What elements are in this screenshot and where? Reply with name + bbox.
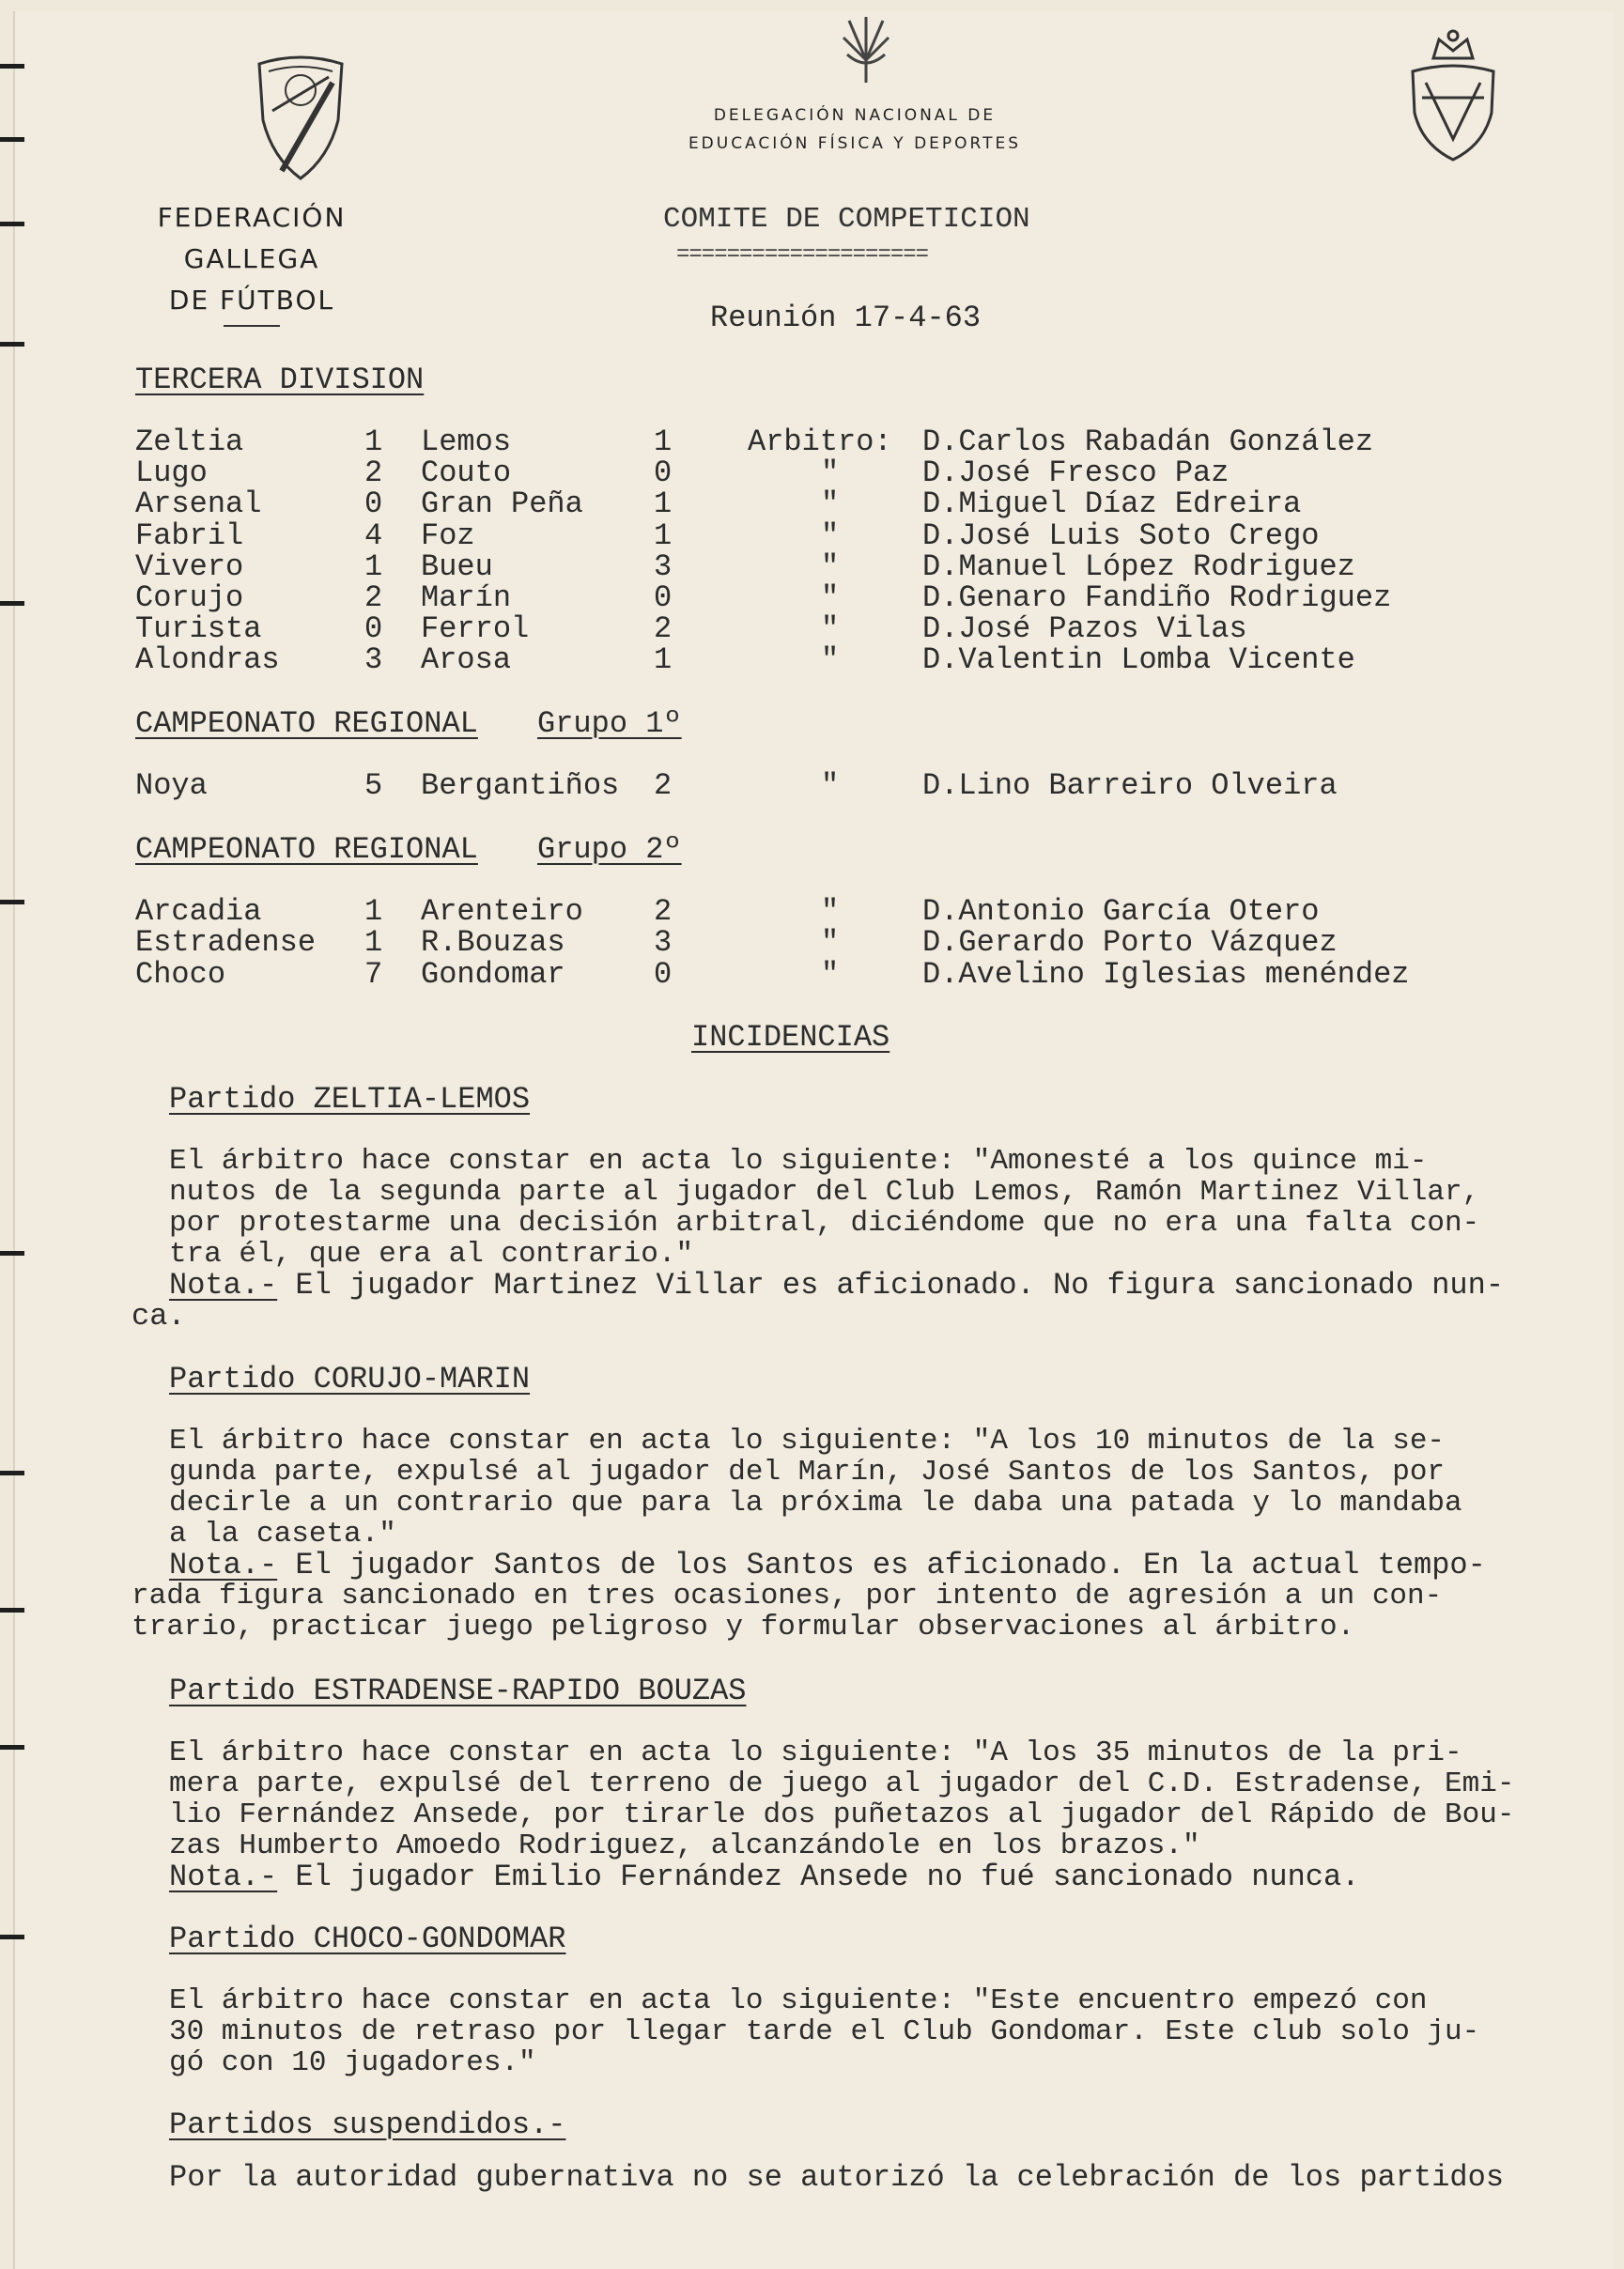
result-row: [0, 582, 1624, 613]
section-title-regional-1: CAMPEONATO REGIONAL: [135, 706, 478, 741]
home-team: Fabril: [135, 517, 244, 553]
referee-name: D.Manuel López Rodriguez: [922, 548, 1355, 584]
federation-name: [111, 197, 393, 327]
result-row: [0, 925, 1624, 961]
delegation-name: [657, 101, 1052, 158]
note-continuation-zeltia-lemos: ca.: [131, 1299, 186, 1334]
home-score: 4: [364, 517, 383, 553]
match-title-corujo-marin: Partido CORUJO-MARIN: [169, 1362, 531, 1397]
meeting-date: Reunión 17-4-63: [710, 301, 982, 335]
binder-mark: [0, 64, 24, 69]
section-title-regional-2: CAMPEONATO REGIONAL: [135, 832, 478, 867]
home-score: 1: [364, 548, 383, 584]
away-score: 2: [654, 894, 673, 929]
referee-ditto-mark: ": [821, 580, 840, 615]
away-team: Lemos: [421, 424, 512, 459]
away-team: Bergantiños: [421, 768, 620, 803]
result-row: [0, 486, 1624, 522]
referee-name: D.Carlos Rabadán González: [922, 424, 1374, 459]
result-row: [0, 426, 1624, 457]
away-team: Gran Peña: [421, 486, 583, 522]
referee-ditto-mark: ": [821, 642, 840, 678]
federation-line-1: FEDERACIÓN GALLEGA: [157, 202, 347, 274]
referee-ditto-mark: ": [821, 894, 840, 929]
section-title-tercera: TERCERA DIVISION: [135, 363, 425, 397]
suspended-matches-text: Por la autoridad gubernativa no se autorizó la celebración de los partidos: [169, 2160, 1505, 2195]
home-score: 3: [364, 642, 383, 678]
result-row: [0, 548, 1624, 584]
referee-name: D.José Pazos Vilas: [922, 611, 1247, 647]
away-team: Arenteiro: [421, 894, 583, 929]
away-score: 1: [654, 424, 673, 459]
away-score: 1: [654, 486, 673, 522]
result-row: [0, 770, 1624, 801]
suspended-matches-title: Partidos suspendidos.-: [169, 2107, 566, 2142]
home-team: Turista: [135, 611, 262, 647]
incident-text-choco-gondomar: El árbitro hace constar en acta lo siguiente: "Este encuentro empezó con 30 minutos de retraso por llegar tarde el Club Gondomar. Este club solo ju- gó con 10 jugadores.": [169, 1984, 1480, 2079]
referee-name: D.Lino Barreiro Olveira: [922, 768, 1338, 803]
referee-ditto-mark: ": [821, 455, 840, 491]
crown-crest-logo: [1405, 26, 1501, 163]
away-team: Arosa: [421, 642, 512, 678]
binder-mark: [0, 1471, 24, 1475]
referee-name: D.Avelino Iglesias menéndez: [922, 956, 1410, 992]
away-team: Bueu: [421, 548, 493, 584]
home-team: Vivero: [135, 548, 244, 584]
away-team: Couto: [421, 455, 512, 491]
home-score: 1: [364, 925, 383, 961]
result-row: [0, 455, 1624, 491]
away-score: 2: [654, 611, 673, 647]
referee-name: D.Genaro Fandiño Rodriguez: [922, 580, 1392, 615]
delegation-line-1: DELEGACIÓN NACIONAL DE: [713, 106, 997, 125]
yoke-and-arrows-emblem: [840, 13, 892, 86]
note-text: El jugador Emilio Fernández Ansede no fué sancionado nunca.: [277, 1860, 1360, 1894]
away-score: 0: [654, 956, 673, 992]
home-team: Estradense: [135, 925, 317, 961]
home-score: 7: [364, 956, 383, 992]
home-team: Noya: [135, 768, 208, 803]
result-row: [0, 896, 1624, 927]
note-estradense-rapido-bouzas: [169, 1861, 1359, 1892]
referee-name: D.Miguel Díaz Edreira: [922, 486, 1302, 522]
referee-name: D.Antonio García Otero: [922, 894, 1320, 929]
note-label: Nota.-: [169, 1268, 278, 1303]
match-title-zeltia-lemos: Partido ZELTIA-LEMOS: [169, 1082, 531, 1117]
away-score: 3: [654, 548, 673, 584]
result-row: [0, 956, 1624, 992]
home-team: Alondras: [135, 642, 280, 678]
referee-name: D.Gerardo Porto Vázquez: [922, 925, 1338, 961]
binder-mark: [0, 1608, 24, 1613]
referee-ditto-mark: ": [821, 768, 840, 803]
incident-text-estradense-rapido-bouzas: El árbitro hace constar en acta lo siguiente: "A los 35 minutos de la pri- mera parte, expulsé del terreno de juego al jugador del C.D. Estradense, Emi- lio Fernández Ansede, por tirarle dos puñetazos al jugador del Rápido de Bou- zas Humberto Amoedo Rodriguez, alcanzándole en los brazos.": [169, 1736, 1515, 1862]
referee-ditto-mark: ": [821, 517, 840, 553]
away-score: 3: [654, 925, 673, 961]
referee-ditto-mark: ": [821, 925, 840, 961]
federation-line-2: DE FÚTBOL: [168, 285, 335, 316]
incident-text-corujo-marin: El árbitro hace constar en acta lo siguiente: "A los 10 minutos de la se- gunda parte, expulsé al jugador del Marín, José Santos de los Santos, por decirle a un contrario que para la próxima le daba una patada y lo mandaba a la caseta.": [169, 1425, 1462, 1551]
committee-title: COMITE DE COMPETICION: [663, 203, 1030, 236]
home-team: Arsenal: [135, 486, 262, 522]
away-score: 2: [654, 768, 673, 803]
note-zeltia-lemos: [169, 1270, 1504, 1301]
referee-ditto-mark: ": [821, 611, 840, 647]
away-team: Ferrol: [421, 611, 530, 647]
binder-mark: [0, 1935, 24, 1939]
incidents-title: INCIDENCIAS: [691, 1020, 890, 1055]
away-score: 1: [654, 517, 673, 553]
binder-mark: [0, 137, 24, 142]
note-label: Nota.-: [169, 1548, 278, 1582]
away-score: 1: [654, 642, 673, 678]
federation-shield-logo: [254, 54, 348, 182]
home-team: Lugo: [135, 455, 208, 491]
match-title-estradense-rapido-bouzas: Partido ESTRADENSE-RAPIDO BOUZAS: [169, 1674, 747, 1708]
binder-mark: [0, 1251, 24, 1256]
home-score: 0: [364, 611, 383, 647]
home-score: 2: [364, 455, 383, 491]
referee-name: D.José Luis Soto Crego: [922, 517, 1320, 553]
group-label-2: Grupo 2º: [537, 832, 682, 867]
result-row: [0, 642, 1624, 678]
result-row: [0, 517, 1624, 553]
referee-ditto-mark: ": [821, 956, 840, 992]
home-team: Arcadia: [135, 894, 262, 929]
note-label: Nota.-: [169, 1860, 278, 1894]
note-corujo-marin: [169, 1550, 1486, 1581]
delegation-line-2: EDUCACIÓN FÍSICA Y DEPORTES: [688, 134, 1022, 153]
home-score: 2: [364, 580, 383, 615]
home-team: Zeltia: [135, 424, 244, 459]
note-text: El jugador Santos de los Santos es aficionado. En la actual tempo-: [277, 1548, 1486, 1582]
referee-ditto-mark: ": [821, 486, 840, 522]
home-score: 0: [364, 486, 383, 522]
binder-mark: [0, 222, 24, 226]
away-team: Gondomar: [421, 956, 565, 992]
match-title-choco-gondomar: Partido CHOCO-GONDOMAR: [169, 1922, 566, 1956]
home-score: 1: [364, 894, 383, 929]
away-score: 0: [654, 580, 673, 615]
note-continuation-corujo-marin: rada figura sancionado en tres ocasiones, por intento de agresión a un con- trario, practicar juego peligroso y formular observaciones al árbitro.: [131, 1580, 1443, 1644]
referee-label: Arbitro:: [748, 424, 892, 459]
away-team: R.Bouzas: [421, 925, 565, 961]
away-team: Foz: [421, 517, 475, 553]
committee-title-rule: ====================: [676, 242, 929, 268]
away-score: 0: [654, 455, 673, 491]
binder-mark: [0, 1745, 24, 1750]
result-row: [0, 611, 1624, 647]
home-score: 5: [364, 768, 383, 803]
home-score: 1: [364, 424, 383, 459]
away-team: Marín: [421, 580, 512, 615]
home-team: Choco: [135, 956, 226, 992]
group-label-1: Grupo 1º: [537, 706, 682, 741]
home-team: Corujo: [135, 580, 244, 615]
divider: [224, 325, 280, 327]
referee-name: D.Valentin Lomba Vicente: [922, 642, 1355, 678]
incident-text-zeltia-lemos: El árbitro hace constar en acta lo siguiente: "Amonesté a los quince mi- nutos de la segunda parte al jugador del Club Lemos, Ramón Martinez Villar, por protestarme una decisión arbitral, diciéndome que no era una falta con- tra él, que era al contrario.": [169, 1145, 1480, 1271]
referee-name: D.José Fresco Paz: [922, 455, 1230, 491]
note-text: El jugador Martinez Villar es aficionado. No figura sancionado nun-: [277, 1268, 1505, 1303]
referee-ditto-mark: ": [821, 548, 840, 584]
binder-mark: [0, 342, 24, 347]
